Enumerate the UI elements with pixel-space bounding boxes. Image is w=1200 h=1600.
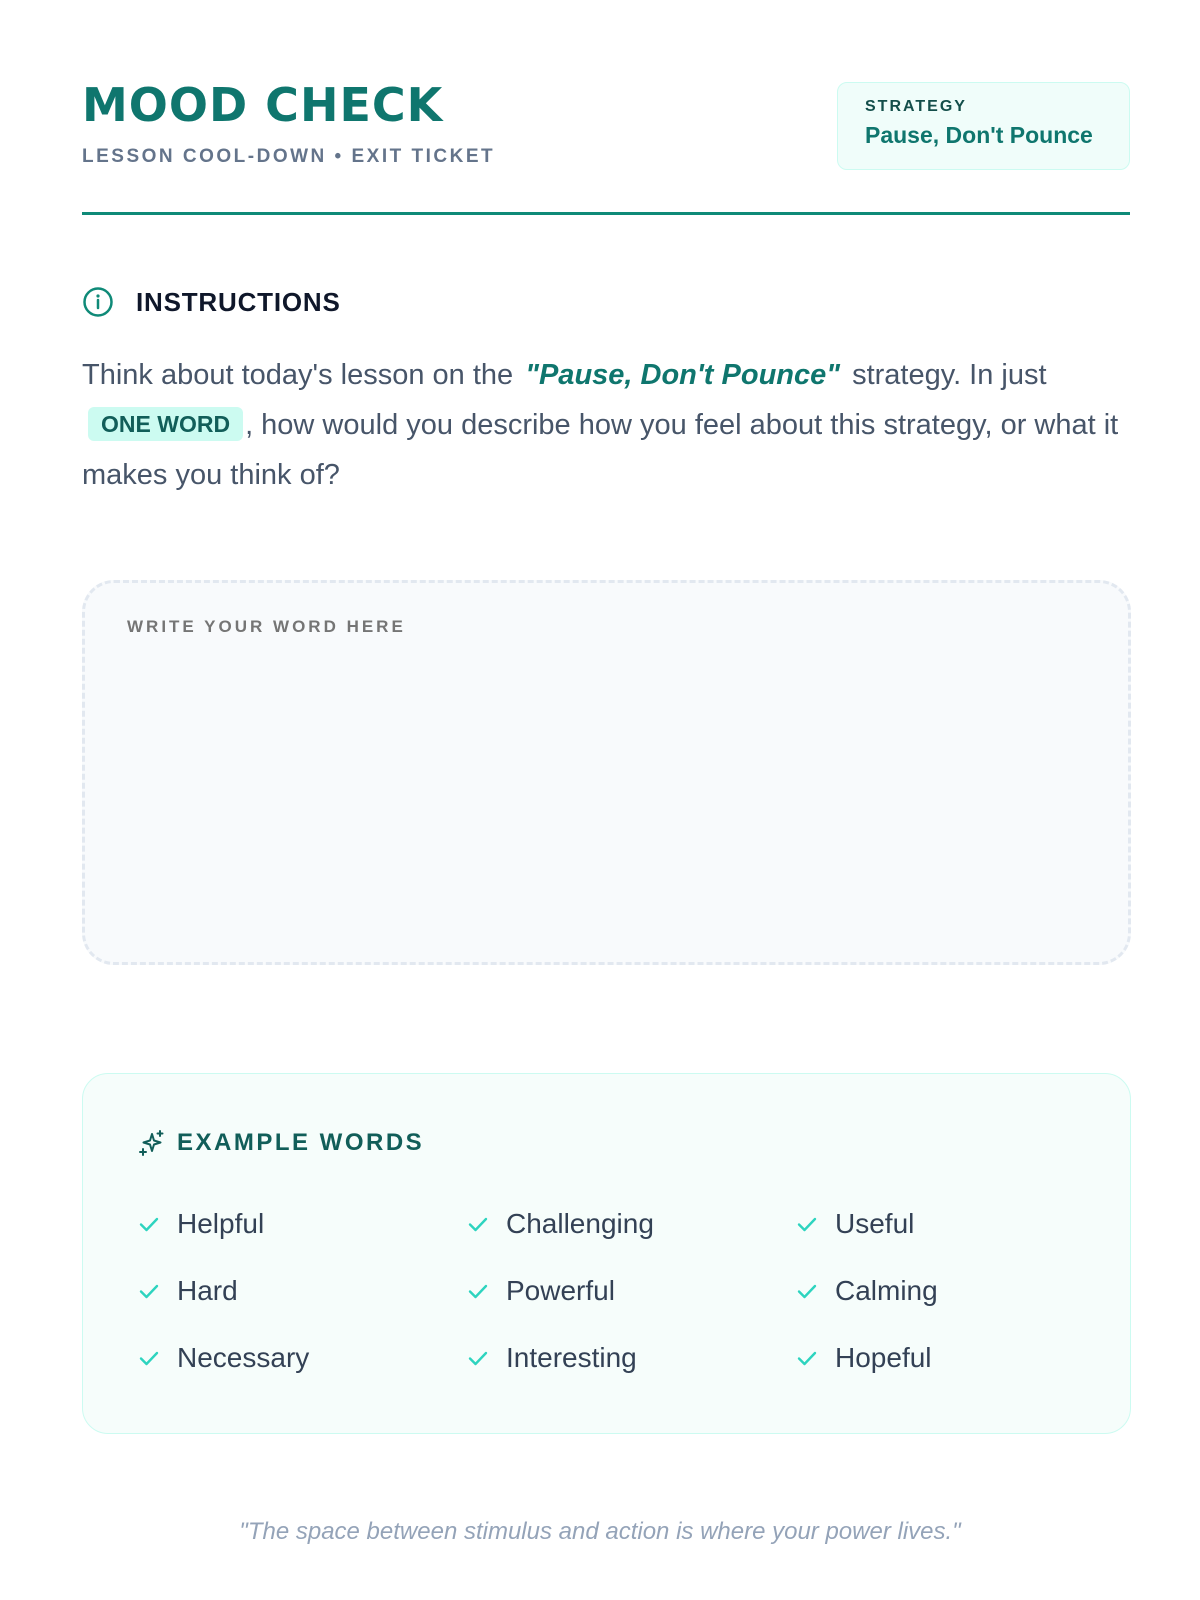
instructions-heading bbox=[82, 285, 341, 319]
example-words-title: EXAMPLE WORDS bbox=[177, 1129, 425, 1156]
page-header bbox=[82, 80, 1130, 215]
strategy-badge bbox=[837, 82, 1130, 170]
sparkle-icon bbox=[137, 1129, 165, 1157]
example-word-item bbox=[795, 1204, 914, 1244]
one-word-chip: ONE WORD bbox=[88, 407, 243, 441]
example-word: Hopeful bbox=[835, 1342, 932, 1373]
example-word: Challenging bbox=[506, 1208, 654, 1239]
example-word-item bbox=[137, 1271, 238, 1311]
check-icon bbox=[466, 1346, 490, 1370]
check-icon bbox=[466, 1279, 490, 1303]
example-word-item bbox=[137, 1338, 309, 1378]
instructions-text-after: , how would you describe how you feel about this strategy, or what it makes you think of? bbox=[82, 409, 1119, 491]
example-word: Interesting bbox=[506, 1342, 637, 1373]
instructions-text-middle: strategy. In just bbox=[852, 359, 1047, 391]
check-icon bbox=[795, 1212, 819, 1236]
example-word: Helpful bbox=[177, 1208, 265, 1239]
footer-quote: "The space between stimulus and action is where your power lives." bbox=[239, 1518, 961, 1545]
answer-box[interactable] bbox=[82, 580, 1131, 965]
example-words-card bbox=[82, 1073, 1131, 1434]
example-word-item bbox=[466, 1271, 615, 1311]
strategy-name: Pause, Don't Pounce bbox=[865, 122, 1093, 148]
answer-input[interactable] bbox=[127, 617, 1027, 637]
instructions-strategy-name: "Pause, Don't Pounce" bbox=[525, 359, 840, 391]
example-word-item bbox=[795, 1271, 938, 1311]
check-icon bbox=[795, 1346, 819, 1370]
example-word-item bbox=[466, 1338, 637, 1378]
check-icon bbox=[466, 1212, 490, 1236]
example-word: Hard bbox=[177, 1275, 238, 1306]
example-word-item bbox=[795, 1338, 932, 1378]
info-icon bbox=[82, 286, 114, 318]
example-word: Necessary bbox=[177, 1342, 310, 1373]
example-word: Calming bbox=[835, 1275, 938, 1306]
example-word: Powerful bbox=[506, 1275, 615, 1306]
check-icon bbox=[137, 1279, 161, 1303]
instructions-text bbox=[82, 350, 1132, 500]
example-words-heading bbox=[137, 1129, 424, 1157]
check-icon bbox=[795, 1279, 819, 1303]
instructions-title: INSTRUCTIONS bbox=[136, 286, 341, 317]
page-title: MOOD CHECK bbox=[82, 78, 444, 132]
example-word-item bbox=[137, 1204, 264, 1244]
strategy-label: STRATEGY bbox=[865, 98, 967, 115]
example-word-item bbox=[466, 1204, 654, 1244]
page-subtitle: LESSON COOL-DOWN • EXIT TICKET bbox=[82, 146, 496, 167]
example-word: Useful bbox=[835, 1208, 915, 1239]
check-icon bbox=[137, 1212, 161, 1236]
instructions-text-before: Think about today's lesson on the bbox=[82, 359, 514, 391]
check-icon bbox=[137, 1346, 161, 1370]
